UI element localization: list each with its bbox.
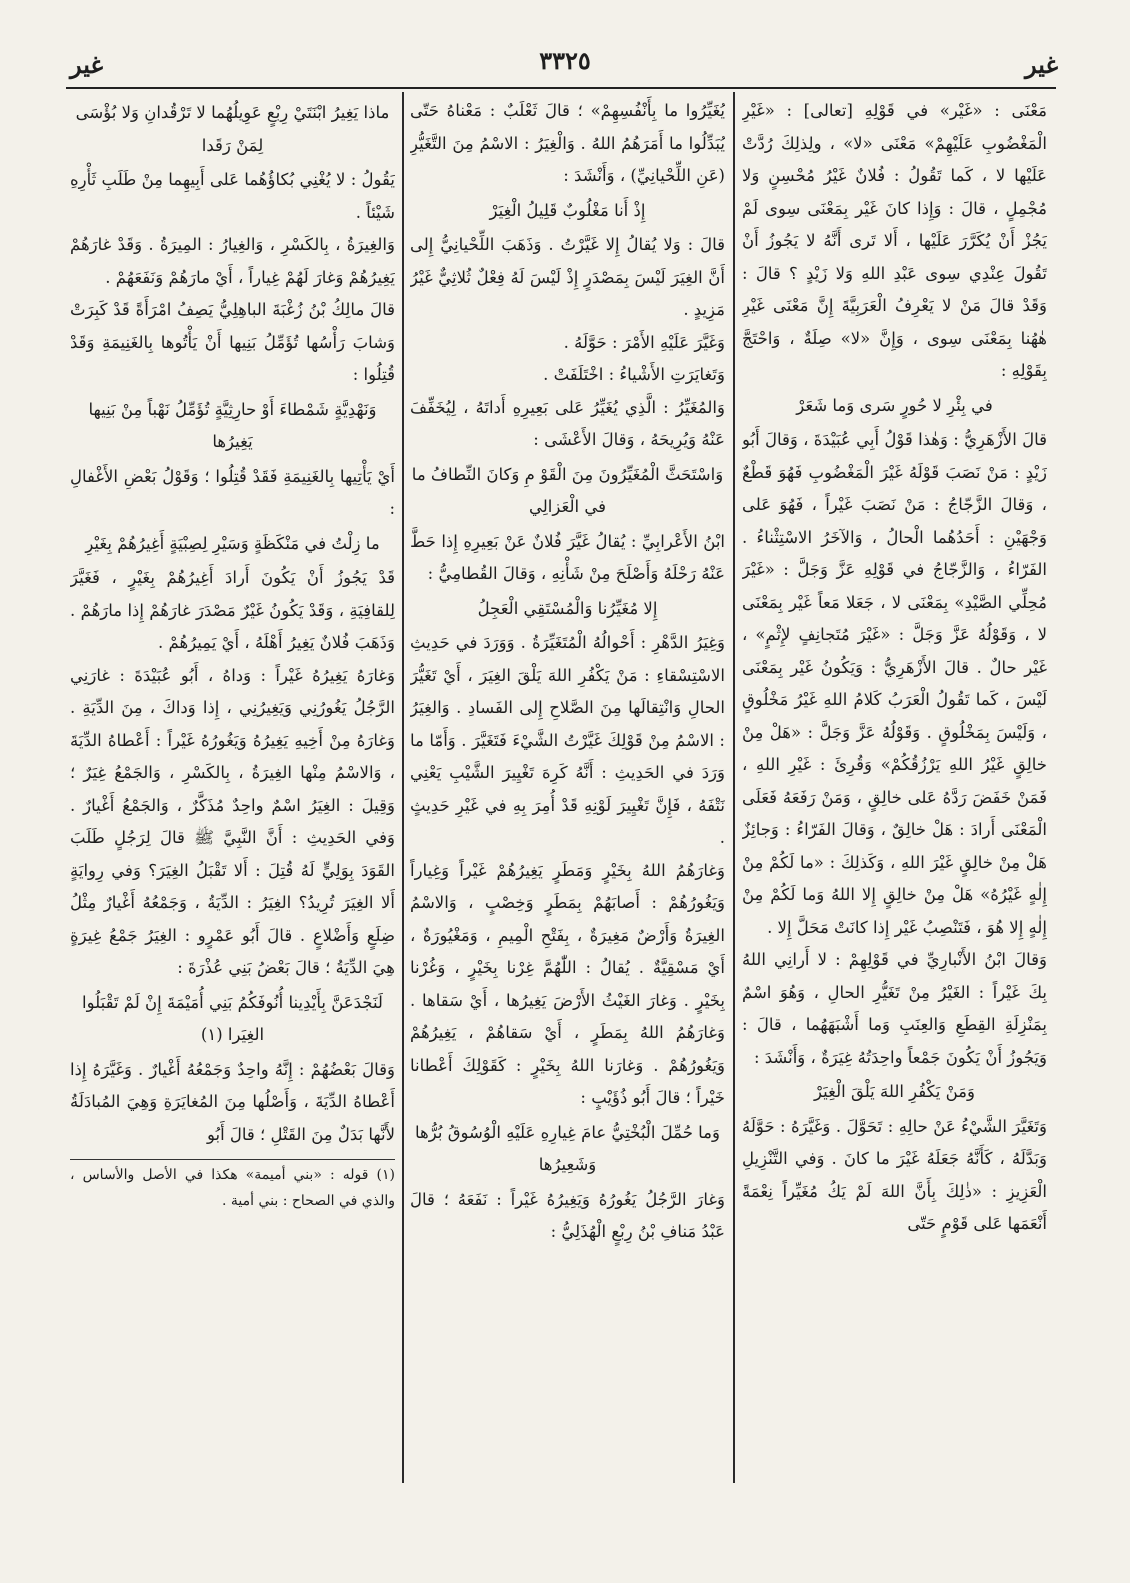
column-divider bbox=[402, 92, 404, 1483]
entry-paragraph: وَغِيَرُ الدَّهْرِ : أَحْوالُهُ الْمُتَغَيِّرَةُ . وَوَرَدَ في حَدِيثِ الاسْتِسْقاءِ : مَنْ يَكْفُرِ اللهَ يَلْقَ الغِيَرَ ، أَيْ تَغَيُّرَ الحالِ وَانْتِقالَها مِنَ الصَّلاحِ إِلى الفَسادِ . وَالغِيَرُ : الاسْمُ مِنْ قَوْلِكَ غَيَّرْتُ الشَّيْءَ فَتَغَيَّرَ . وَأَمّا ما وَرَدَ في الحَدِيثِ : أَنَّهُ كَرِهَ تَغْيِيرَ الشَّيْبِ يَعْنِي نَتْفَهُ ، فَإِنَّ تَغْيِيرَ لَوْنِهِ قَدْ أُمِرَ بِهِ في غَيْرِ حَدِيثٍ . bbox=[410, 633, 725, 847]
column-middle bbox=[410, 95, 725, 1513]
header-root-word-right: غير bbox=[1024, 50, 1058, 79]
entry-paragraph: وَقالَ بَعْضُهُمْ : إِنَّهُ واحِدٌ وَجَمْعُهُ أَغْيارٌ . وَغَيَّرَهُ إِذا أَعْطاهُ الدِّيَةَ ، وَأَصْلُها مِنَ المُغايَرَةِ وَهِيَ المُبادَلَةُ لأَنَّها بَدَلٌ مِنَ القَتْلِ ؛ قالَ أَبُو bbox=[70, 1059, 395, 1144]
entry-paragraph: وَالمُغَيِّرُ : الَّذِي يُغَيِّرُ عَلى بَعِيرِهِ أَداتَهُ ، لِيُخَفِّفَ عَنْهُ وَيُرِيحَهُ ، وَقالَ الأَعْشَى : bbox=[410, 397, 725, 449]
column-left bbox=[70, 95, 395, 1513]
verse-line: ماذا يَغِيرُ ابْنَتَيْ رِبْعٍ عَوِيلُهُما لا تَرْقُدانِ وَلا بُؤْسَى لِمَنْ رَقَدا bbox=[75, 103, 390, 155]
entry-paragraph: يُغَيِّرُوا ما بِأَنْفُسِهِمْ» ؛ قالَ ثَعْلَبٌ : مَعْناهُ حَتّى يُبَدِّلُوا ما أَمَرَهُمُ اللهُ . وَالْغِيَرُ : الاسْمُ مِنَ التَّغَيُّرِ (عَنِ اللِّحْيانِيِّ) ، وَأَنْشَدَ : bbox=[410, 101, 725, 185]
entry-paragraph: قَدْ يَجُوزُ أَنْ يَكُونَ أَرادَ أَغِيرُهُمْ بِغَيْرٍ ، فَغَيَّرَ لِلقافِيَةِ ، وَقَدْ يَكُونُ غَيْرٌ مَصْدَرَ غارَهُمْ إِذا مارَهُمْ . وَذَهَبَ فُلانٌ يَغِيرُ أَهْلَهُ ، أَيْ يَمِيرُهُمْ . bbox=[70, 568, 395, 652]
entry-paragraph: وَتَغايَرَتِ الأَشْياءُ : اخْتَلَفَتْ . bbox=[543, 365, 725, 384]
verse-line: وَاسْتَحَثَّ الْمُغَيِّرُونَ مِنَ الْقَوْ مِ وَكانَ النِّطافُ ما في الْعَزالِي bbox=[411, 464, 724, 516]
verse-line: في بِئْرِ لا حُورٍ سَرى وَما شَعَرْ bbox=[796, 395, 993, 415]
page-number: ٣٣٢٥ bbox=[539, 46, 591, 75]
column-right bbox=[742, 95, 1047, 1513]
entry-paragraph: وَغارَهُمُ اللهُ بِخَيْرٍ وَمَطَرٍ يَغِيرُهُمْ غَيْراً وَغِياراً وَيَغُورُهُمْ : أَصابَهُمْ بِمَطَرٍ وَخِصْبٍ ، وَالاسْمُ الغِيرَةُ وَأَرْضٌ مَغِيرَةٌ ، بِفَتْحِ الْمِيمِ ، وَمَغْيُورَةٌ ، أَيْ مَسْقِيَّةٌ . يُقالُ : اللّٰهُمَّ غِرْنا بِخَيْرٍ ، وَغُرْنا بِخَيْرٍ . وَغارَ الغَيْثُ الأَرْضَ يَغِيرُها ، أَيْ سَقاها . وَغارَهُمُ اللهُ بِمَطَرٍ ، أَيْ سَقاهُمْ ، يَغِيرُهُمْ وَيَغُورُهُمْ . وَغارَنا اللهُ بِخَيْرٍ : كَقَوْلِكَ أَعْطانا خَيْراً ؛ قالَ أَبُو ذُؤَيْبٍ : bbox=[410, 860, 725, 1107]
verse-line: وَنَهْدِيَّةٍ شَمْطاءَ أَوْ حارِثِيَّةٍ تُؤَمِّلُ نَهْباً مِنْ بَنِيها يَغِيرُها bbox=[88, 399, 377, 451]
entry-paragraph: وَقالَ ابْنُ الأَنْبارِيِّ في قَوْلِهِمْ : لا أَرانِي اللهُ بِكَ غَيْراً : الغَيْرُ مِنْ تَغَيُّرِ الحالِ ، وَهُوَ اسْمٌ بِمَنْزِلَةِ القِطَعِ وَالعِنَبِ وَما أَشْبَهَهُما ، قالَ : وَيَجُوزُ أَنْ يَكُونَ جَمْعاً واحِدَتُهُ غِيَرَةٌ ، وَأَنْشَدَ : bbox=[742, 950, 1047, 1067]
entry-paragraph: قالَ الأَزْهَرِيُّ : وَهٰذا قَوْلُ أَبِي عُبَيْدَةَ ، وَقالَ أَبُو زَيْدٍ : مَنْ نَصَبَ قَوْلَهُ غَيْرَ الْمَغْضُوبِ فَهُوَ قَطْعٌ ، وَقالَ الزَّجّاجُ : مَنْ نَصَبَ غَيْراً ، فَهُوَ عَلى وَجْهَيْنِ : أَحَدُهُما الْحالُ ، وَالآخَرُ الاسْتِثْناءُ . الفَرّاءُ ، وَالزَّجّاجُ في قَوْلِهِ عَزَّ وَجَلَّ : «غَيْرَ مُحِلِّي الصَّيْدِ» بِمَعْنَى لا ، جَعَلا مَعاً غَيْر بِمَعْنَى لا ، وَقَوْلُهُ عَزَّ وَجَلَّ : «غَيْرَ مُتَجانِفٍ لإِثْمٍ» ، غَيْر حالٌ . قالَ الأَزْهَرِيُّ : وَيَكُونُ غَيْر بِمَعْنَى لَيْسَ ، كَما تَقُولُ الْعَرَبُ كَلامُ اللهِ غَيْرُ مَخْلُوقٍ ، وَلَيْسَ بِمَخْلُوقٍ . وَقَوْلُهُ عَزَّ وَجَلَّ : «هَلْ مِنْ خالِقٍ غَيْرُ اللهِ يَرْزُقُكُمْ» وَقُرِئَ : غَيْرِ اللهِ ، فَمَنْ خَفَضَ رَدَّهُ عَلى خالِقٍ ، وَمَنْ رَفَعَهُ فَعَلَى الْمَعْنَى أَرادَ : هَلْ خالِقٌ ، وَقالَ الفَرّاءُ : وَجائِزٌ هَلْ مِنْ خالِقٍ غَيْرَ اللهِ ، وَكَذلِكَ : «ما لَكُمْ مِنْ إِلٰهٍ غَيْرُهُ» هَلْ مِنْ خالِقٍ إِلا اللهُ وَما لَكُمْ مِنْ إِلٰهٍ إِلا هُوَ ، فَتَنْصِبُ غَيْر إِذا كانَتْ مَحَلَّ إِلا . bbox=[742, 430, 1047, 937]
entry-paragraph: وَغارَهُ يَغِيرُهُ غَيْراً : وَداهُ ، أَبُو عُبَيْدَةَ : غارَنِي الرَّجُلُ يَغُورُنِي وَيَغِيرُنِي ، إِذا وَداكَ ، مِنَ الدِّيَةِ . وَغارَهُ مِنْ أَخِيهِ يَغِيرُهُ وَيَغُورُهُ غَيْراً : أَعْطاهُ الدِّيَةَ ، وَالاسْمُ مِنْها الغِيرَةُ ، بِالكَسْرِ ، وَالجَمْعُ غِيَرٌ ؛ وَقِيلَ : الغِيَرُ اسْمٌ واحِدٌ مُذَكَّرٌ ، وَالجَمْعُ أَغْيارٌ . وَفي الحَدِيثِ : أَنَّ النَّبِيَّ ﷺ قالَ لِرَجُلٍ طَلَبَ القَوَدَ بِوَلِيٍّ لَهُ قُتِلَ : أَلا تَقْبَلُ الغِيَرَ؟ وَفي رِوايَةٍ أَلا الغِيَرَ تُرِيدُ؟ الغِيَرُ : الدِّيَةُ ، وَجَمْعُهُ أَغْيارٌ مِثْلُ ضِلَعٍ وَأَضْلاعٍ . قالَ أَبُو عَمْرٍو : الغِيَرُ جَمْعُ غِيرَةٍ هِيَ الدِّيَةُ ؛ قالَ بَعْضُ بَنِي عُذْرَةَ : bbox=[70, 665, 395, 977]
verse-line: ما زِلْتُ في مَنْكَظَةٍ وَسَيْرِ لِصِبْيَةٍ أَغِيرُهُمْ بِغَيْرِ bbox=[85, 533, 380, 553]
entry-paragraph: وَالغِيرَةُ ، بِالكَسْرِ ، وَالغِيارُ : المِيرَةُ . وَقَدْ غارَهُمْ يَغِيرُهُمْ وَغارَ لَهُمْ غِياراً ، أَيْ مارَهُمْ وَنَفَعَهُمْ . bbox=[70, 235, 395, 287]
entry-paragraph: قالَ : وَلا يُقالُ إِلا غَيَّرْتُ . وَذَهَبَ اللِّحْيانِيُّ إِلى أَنَّ الغِيَرَ لَيْسَ بِمَصْدَرٍ إِذْ لَيْسَ لَهُ فِعْلٌ ثُلاثِيٌّ غَيْرُ مَزِيدٍ . bbox=[410, 235, 725, 319]
verse-line: وَمَنْ يَكْفُرِ اللهَ يَلْقَ الْغِيَرْ bbox=[814, 1082, 975, 1101]
verse-line: وَما حُمِّلَ الْبُخْتِيُّ عامَ غِيارِهِ عَلَيْهِ الْوُسُوقُ بُرُّها وَشَعِيرُها bbox=[415, 1122, 720, 1174]
entry-paragraph: يَقُولُ : لا يُغْنِي بُكاؤُهُما عَلى أَبِيهِما مِنْ طَلَبِ ثَأْرِهِ شَيْئاً . bbox=[70, 170, 395, 222]
footnote: (١) قوله : «بني أميمة» هكذا في الأصل والأساس ، والذي في الصحاح : بني أمية . bbox=[70, 1167, 395, 1209]
header-rule bbox=[66, 87, 1056, 89]
verse-line: إِلا مُغَيِّرُنا وَالْمُسْتَقِي الْعَجِلُ bbox=[477, 598, 658, 618]
verse-line: إِذْ أَنا مَغْلُوبٌ قَلِيلُ الْغِيَرْ bbox=[489, 200, 646, 220]
column-divider bbox=[733, 92, 735, 1483]
entry-paragraph: أَيْ يَأْتِيها بِالغَنِيمَةِ فَقَدْ قُتِلُوا ؛ وَقَوْلُ بَعْضِ الأَغْفالِ : bbox=[70, 466, 395, 518]
entry-paragraph: مَعْنَى : «غَيْر» في قَوْلِهِ [تعالى] : «غَيْرِ الْمَغْضُوبِ عَلَيْهِمْ» مَعْنَى «لا» ، ولِذلِكَ رُدَّتْ عَلَيْها لا ، كَما تَقُولُ : فُلانٌ غَيْرُ مُحْسِنٍ وَلا مُجْمِلٍ ، قالَ : وَإِذا كانَ غَيْر بِمَعْنَى سِوى لَمْ يَجُزْ أَنْ يُكَرَّرَ عَلَيْها ، أَلا تَرى أَنَّهُ لا يَجُوزُ أَنْ تَقُولَ عِنْدِي سِوى عَبْدِ اللهِ وَلا زَيْدٍ ؟ قالَ : وَقَدْ قالَ مَنْ لا يَعْرِفُ الْعَرَبِيَّةَ إِنَّ مَعْنَى غَيْرِ هٰهُنا بِمَعْنَى سِوى ، وَإِنَّ «لا» صِلَةٌ ، وَاحْتَجَّ بِقَوْلِهِ : bbox=[742, 101, 1047, 380]
entry-paragraph: وَتَغَيَّرَ الشَّيْءُ عَنْ حالِهِ : تَحَوَّلَ . وَغَيَّرَهُ : حَوَّلَهُ وَبَدَّلَهُ ، كَأَنَّهُ جَعَلَهُ غَيْرَ ما كانَ . وَفي التَّنْزِيلِ الْعَزِيزِ : «ذٰلِكَ بِأَنَّ اللهَ لَمْ يَكُ مُغَيِّراً نِعْمَةً أَنْعَمَها عَلى قَوْمٍ حَتّى bbox=[742, 1116, 1047, 1233]
entry-paragraph: ابْنُ الأَعْرابِيِّ : يُقالُ غَيَّرَ فُلانٌ عَنْ بَعِيرِهِ إِذا حَطَّ عَنْهُ رَحْلَهُ وَأَصْلَحَ مِنْ شَأْنِهِ ، وَقالَ القُطامِيُّ : bbox=[410, 531, 725, 583]
entry-paragraph: وَغارَ الرَّجُلُ يَغُورُهُ وَيَغِيرُهُ غَيْراً : نَفَعَهُ ؛ قالَ عَبْدُ مَنافِ بْنُ رِبْعٍ الْهُذَلِيُّ : bbox=[410, 1189, 725, 1241]
footnote-rule bbox=[70, 1159, 395, 1160]
entry-paragraph: وَغَيَّرَ عَلَيْهِ الأَمْرَ : حَوَّلَهُ . bbox=[563, 332, 725, 352]
entry-paragraph: قالَ مالِكُ بْنُ زُغْبَةَ الباهِلِيُّ يَصِفُ امْرَأَةً قَدْ كَبِرَتْ وَشابَ رَأْسُها تُؤَمِّلُ بَنِيها أَنْ يَأْتُوها بِالغَنِيمَةِ وَقَدْ قُتِلُوا : bbox=[70, 300, 395, 384]
header-root-word-left: غير bbox=[70, 50, 104, 79]
verse-line: لَنَجْدَعَنَّ بِأَيْدِينا أُنُوفَكُمُ بَنِي أُمَيْمَةَ إِنْ لَمْ تَقْبَلُوا الغِيَرا (١) bbox=[82, 992, 383, 1044]
